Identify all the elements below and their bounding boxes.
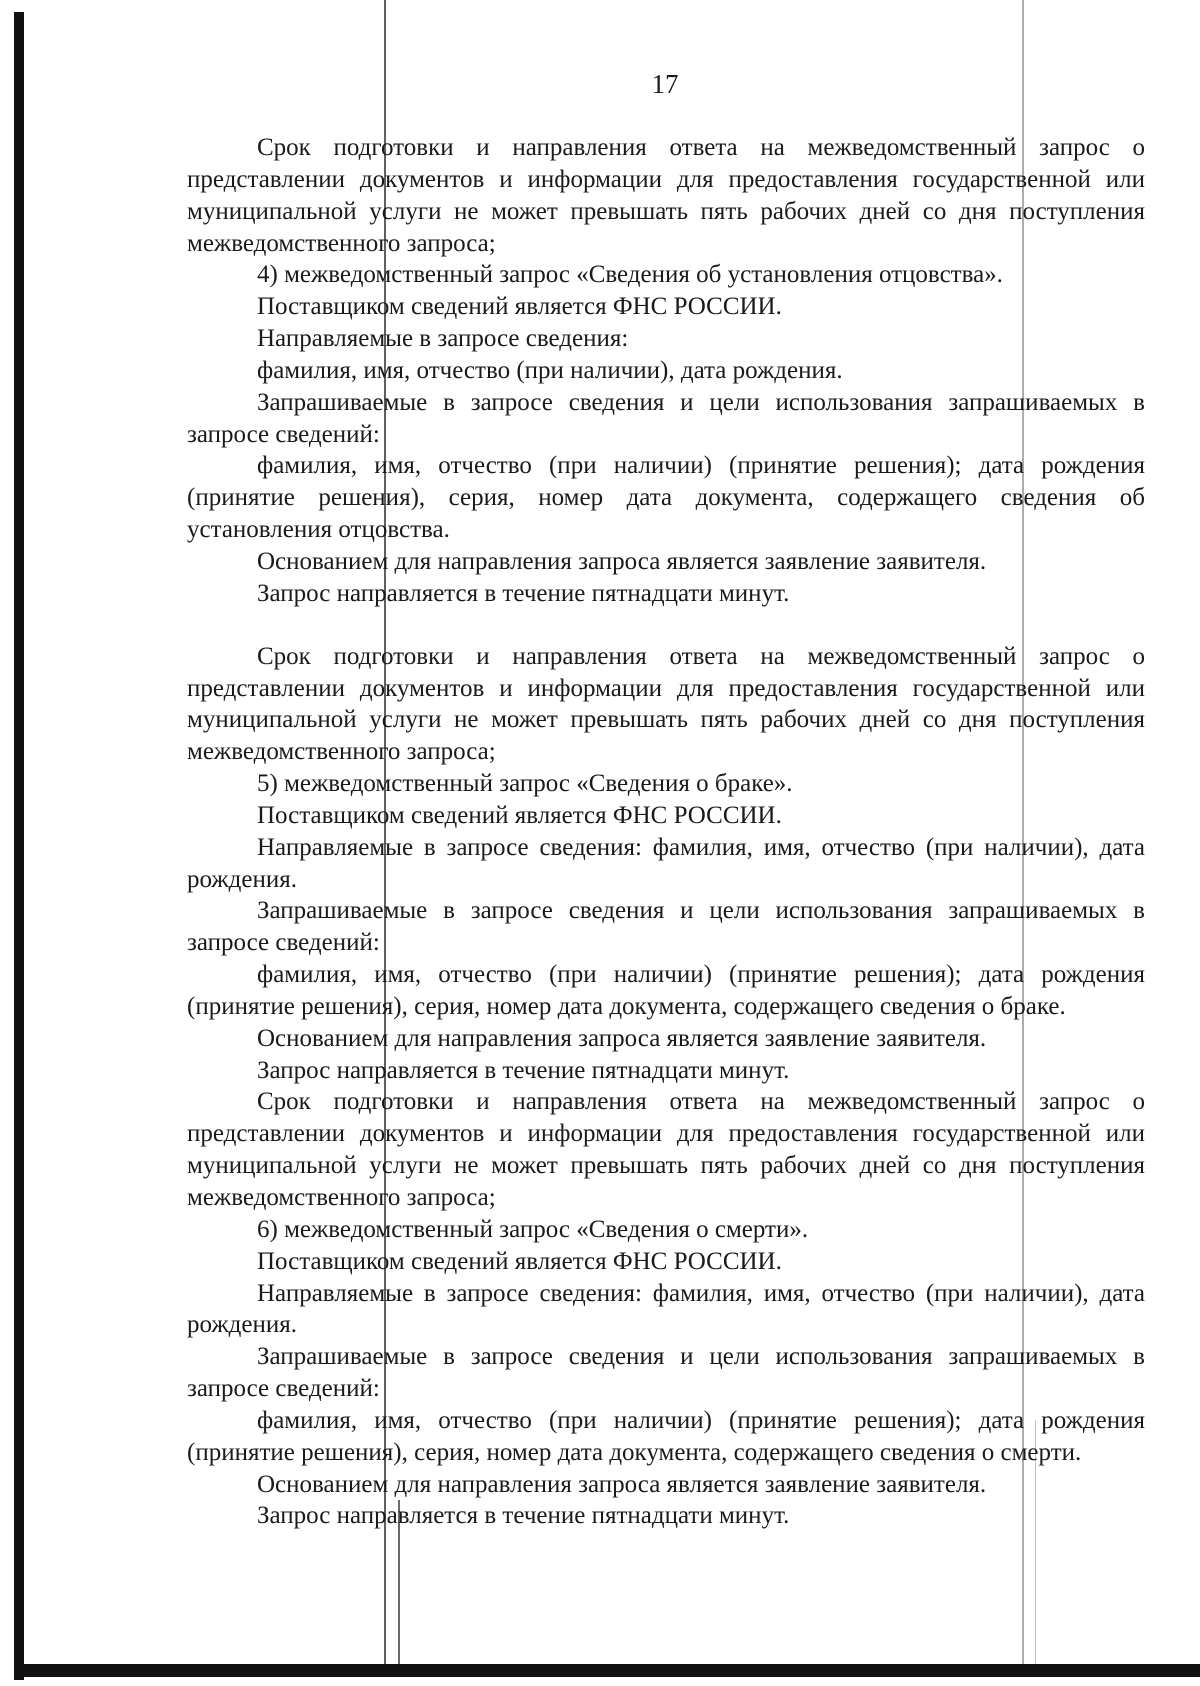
paragraph: Запрос направляется в течение пятнадцати минут. — [257, 1056, 790, 1084]
paragraph: Запрашиваемые в запросе сведения и цели использования запрашиваемых в запросе сведений: — [187, 1343, 1145, 1403]
paragraph: Направляемые в запросе сведения: — [257, 325, 629, 353]
paragraph: Основанием для направления запроса является заявление заявителя. — [257, 1024, 987, 1052]
paragraph: 5) межведомственный запрос «Сведения о браке». — [257, 770, 793, 798]
paragraph: Срок подготовки и направления ответа на межведомственный запрос о представлении документов и информации для предоставления государственной или муниципальной услуги не может превышать пять рабочих дней со дня поступления межведомственного запроса; — [187, 642, 1145, 766]
paragraph: Запрос направляется в течение пятнадцати минут. — [257, 1502, 790, 1530]
scan-edge-left — [14, 12, 24, 1680]
paragraph: фамилия, имя, отчество (при наличии) (принятие решения); дата рождения (принятие решения), серия, номер дата документа, содержащего сведения о смерти. — [187, 1406, 1145, 1466]
paragraph: Поставщиком сведений является ФНС РОССИИ. — [257, 801, 782, 829]
paragraph: Запрашиваемые в запросе сведения и цели использования запрашиваемых в запросе сведений: — [187, 897, 1145, 957]
paragraph: Основанием для направления запроса является заявление заявителя. — [257, 1470, 987, 1498]
paragraph: фамилия, имя, отчество (при наличии) (принятие решения); дата рождения (принятие решения), серия, номер дата документа, содержащего сведения о браке. — [187, 961, 1145, 1020]
paragraph: Основанием для направления запроса является заявление заявителя. — [257, 547, 987, 575]
document-body — [187, 132, 1145, 1532]
scan-edge-bottom — [24, 1664, 1200, 1677]
page-number: 17 — [651, 69, 679, 99]
paragraph: Срок подготовки и направления ответа на межведомственный запрос о представлении документов и информации для предоставления государственной или муниципальной услуги не может превышать пять рабочих дней со дня поступления межведомственного запроса; — [187, 1088, 1145, 1211]
paragraph: Поставщиком сведений является ФНС РОССИИ. — [257, 1247, 782, 1275]
paragraph: 6) межведомственный запрос «Сведения о смерти». — [257, 1215, 809, 1243]
paragraph: фамилия, имя, отчество (при наличии) (принятие решения); дата рождения (принятие решения), серия, номер дата документа, содержащего сведения об установления отцовства. — [187, 452, 1145, 544]
paragraph: Срок подготовки и направления ответа на межведомственный запрос о представлении документов и информации для предоставления государственной или муниципальной услуги не может превышать пять рабочих дней со дня поступления межведомственного запроса; — [187, 134, 1145, 257]
paragraph: Поставщиком сведений является ФНС РОССИИ. — [257, 293, 782, 321]
paragraph: Запрос направляется в течение пятнадцати минут. — [257, 579, 790, 607]
paragraph: фамилия, имя, отчество (при наличии), дата рождения. — [257, 356, 843, 384]
paragraph: Направляемые в запросе сведения: фамилия, имя, отчество (при наличии), дата рождения. — [187, 1279, 1145, 1339]
paragraph: Запрашиваемые в запросе сведения и цели использования запрашиваемых в запросе сведений: — [187, 388, 1145, 448]
paragraph: Направляемые в запросе сведения: фамилия, имя, отчество (при наличии), дата рождения. — [187, 833, 1145, 893]
paragraph: 4) межведомственный запрос «Сведения об установления отцовства». — [257, 261, 1003, 289]
